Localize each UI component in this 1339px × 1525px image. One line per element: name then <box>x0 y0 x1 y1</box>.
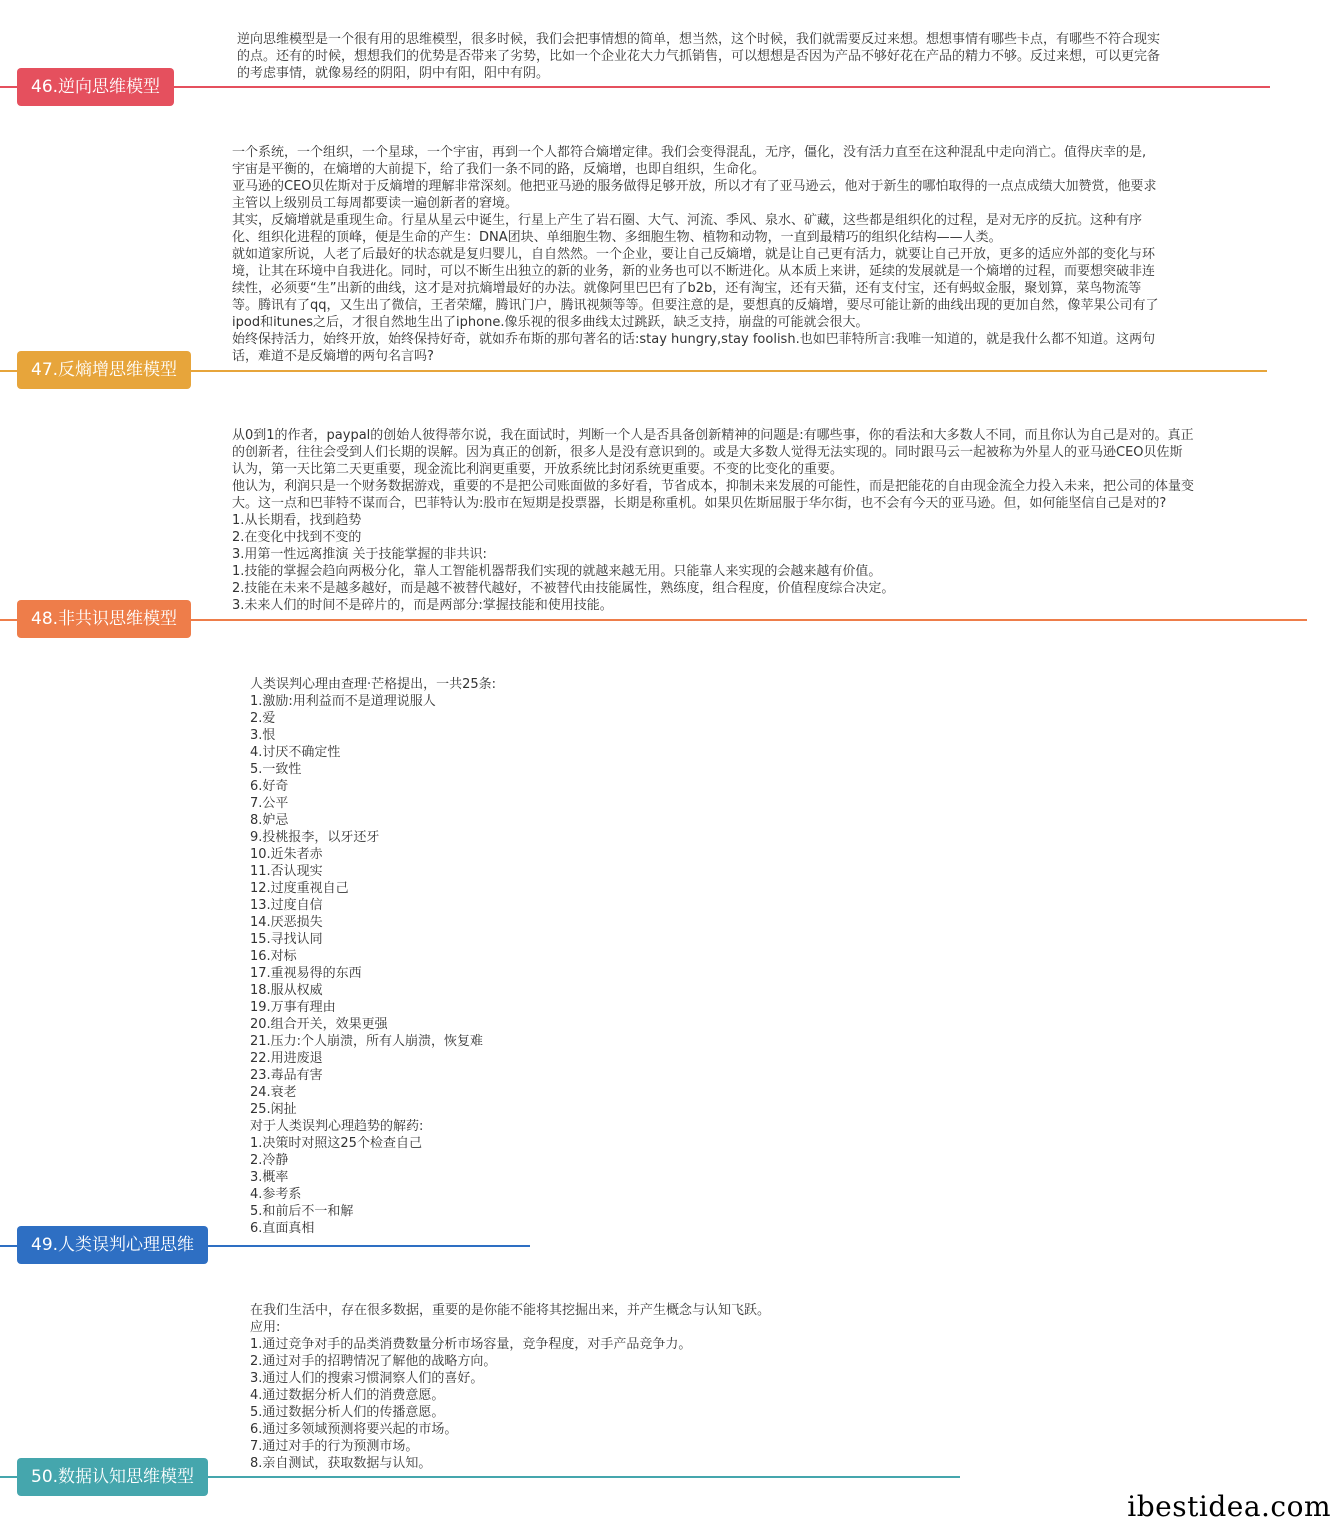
note-line: 2.技能在未来不是越多越好，而是越不被替代越好，不被替代由技能属性，熟练度，组合程度，价值程度综合决定。 <box>232 581 895 596</box>
note-line: 3.恨 <box>250 728 276 743</box>
branch-title-node[interactable]: 50.数据认知思维模型 <box>17 1458 208 1496</box>
branch-connector-line <box>0 619 1307 621</box>
note-line: 8.妒忌 <box>250 813 289 828</box>
note-line: 化、组织化进程的顶峰，便是生命的产生：DNA团块、单细胞生物、多细胞生物、植物和动物，一直到最精巧的组织化结构——人类。 <box>232 230 1002 245</box>
note-line: 6.直面真相 <box>250 1221 315 1236</box>
note-line: 3.未来人们的时间不是碎片的，而是两部分:掌握技能和使用技能。 <box>232 598 613 613</box>
note-line: 2.在变化中找到不变的 <box>232 530 362 545</box>
note-line: 12.过度重视自己 <box>250 881 349 896</box>
note-line: 在我们生活中，存在很多数据，重要的是你能不能将其挖掘出来，并产生概念与认知飞跃。 <box>250 1303 771 1318</box>
note-line: 续性，必须要“生”出新的曲线，这才是对抗熵增最好的办法。就像阿里巴巴有了b2b，还有淘宝，还有天猫，还有支付宝，还有蚂蚁金服，聚划算，菜鸟物流等 <box>232 281 1142 296</box>
note-line: 15.寻找认同 <box>250 932 323 947</box>
note-line: 5.和前后不一和解 <box>250 1204 354 1219</box>
branch-title-node[interactable]: 47.反熵增思维模型 <box>17 351 191 389</box>
note-line: 8.亲自测试，获取数据与认知。 <box>250 1456 432 1471</box>
note-line: 3.通过人们的搜索习惯洞察人们的喜好。 <box>250 1371 484 1386</box>
note-line: 话，难道不是反熵增的两句名言吗? <box>232 349 434 364</box>
note-line: 21.压力:个人崩溃，所有人崩溃，恢复难 <box>250 1034 484 1049</box>
note-line: 主管以上级别员工每周都要读一遍创新者的窘境。 <box>232 196 519 211</box>
note-line: 24.衰老 <box>250 1085 297 1100</box>
branch-note-text <box>250 676 496 1237</box>
note-line: 1.激励:用利益而不是道理说服人 <box>250 694 436 709</box>
note-line: 对于人类误判心理趋势的解药: <box>250 1119 424 1134</box>
note-line: 的考虑事情，就像易经的阴阳，阴中有阳，阳中有阴。 <box>237 66 550 81</box>
note-line: 16.对标 <box>250 949 297 964</box>
note-line: 6.好奇 <box>250 779 289 794</box>
note-line: 2.冷静 <box>250 1153 289 1168</box>
note-line: 7.公平 <box>250 796 289 811</box>
note-line: 10.近朱者赤 <box>250 847 323 862</box>
note-line: 人类误判心理由查理·芒格提出，一共25条: <box>250 677 497 692</box>
note-line: 应用: <box>250 1320 281 1335</box>
note-line: 宇宙是平衡的，在熵增的大前提下，给了我们一条不同的路，反熵增，也即自组织，生命化。 <box>232 162 766 177</box>
note-line: 等。腾讯有了qq，又生出了微信，王者荣耀，腾讯门户，腾讯视频等等。但要注意的是，要想真的反熵增，要尽可能让新的曲线出现的更加自然，像苹果公司有了 <box>232 298 1159 313</box>
note-line: 9.投桃报李，以牙还牙 <box>250 830 380 845</box>
note-line: 23.毒品有害 <box>250 1068 323 1083</box>
note-line: 4.通过数据分析人们的消费意愿。 <box>250 1388 445 1403</box>
note-line: 2.通过对手的招聘情况了解他的战略方向。 <box>250 1354 497 1369</box>
note-line: 3.用第一性远离推演 关于技能掌握的非共识: <box>232 547 487 562</box>
note-line: 1.决策时对照这25个检查自己 <box>250 1136 422 1151</box>
note-line: 4.参考系 <box>250 1187 302 1202</box>
note-line: 境，让其在环境中自我进化。同时，可以不断生出独立的新的业务，新的业务也可以不断进化。从本质上来讲，延续的发展就是一个熵增的过程，而要想突破非连 <box>232 264 1156 279</box>
note-line: 7.通过对手的行为预测市场。 <box>250 1439 419 1454</box>
branch-note-text <box>237 31 1160 82</box>
note-line: 一个系统，一个组织，一个星球，一个宇宙，再到一个人都符合熵增定律。我们会变得混乱，无序，僵化，没有活力直至在这种混乱中走向消亡。值得庆幸的是, <box>232 145 1147 160</box>
note-line: 的点。还有的时候，想想我们的优势是否带来了劣势，比如一个企业花大力气抓销售，可以想想是否因为产品不够好花在产品的精力不够。反过来想，可以更完备 <box>237 49 1161 64</box>
note-line: 22.用进废退 <box>250 1051 323 1066</box>
note-line: 13.过度自信 <box>250 898 323 913</box>
branch-note-text <box>232 144 1159 365</box>
branch-connector-line <box>0 86 1270 88</box>
note-line: 他认为，利润只是一个财务数据游戏，重要的不是把公司账面做的多好看，节省成本，抑制未来发展的可能性，而是把能花的自由现金流全力投入未来，把公司的体量变 <box>232 479 1195 494</box>
note-line: ipod和itunes之后，才很自然地生出了iphone.像乐视的很多曲线太过跳跃，缺乏支持，崩盘的可能就会很大。 <box>232 315 869 330</box>
note-line: 其实，反熵增就是重现生命。行星从星云中诞生，行星上产生了岩石圈、大气、河流、季风、泉水、矿藏，这些都是组织化的过程，是对无序的反抗。这种有序 <box>232 213 1143 228</box>
branch-title-node[interactable]: 46.逆向思维模型 <box>17 68 174 106</box>
note-line: 就如道家所说，人老了后最好的状态就是复归婴儿，自自然然。一个企业，要让自己反熵增，就是让自己更有活力，就要让自己开放，更多的适应外部的变化与环 <box>232 247 1156 262</box>
note-line: 1.从长期看，找到趋势 <box>232 513 362 528</box>
note-line: 亚马逊的CEO贝佐斯对于反熵增的理解非常深刻。他把亚马逊的服务做得足够开放，所以才有了亚马逊云，他对于新生的哪怕取得的一点点成绩大加赞赏，他要求 <box>232 179 1157 194</box>
note-line: 18.服从权威 <box>250 983 323 998</box>
note-line: 17.重视易得的东西 <box>250 966 362 981</box>
note-line: 4.讨厌不确定性 <box>250 745 341 760</box>
note-line: 1.通过竞争对手的品类消费数量分析市场容量，竞争程度，对手产品竞争力。 <box>250 1337 692 1352</box>
note-line: 大。这一点和巴菲特不谋而合，巴菲特认为:股市在短期是投票器，长期是称重机。如果贝佐斯屈服于华尔街，也不会有今天的亚马逊。但，如何能坚信自己是对的? <box>232 496 1167 511</box>
note-line: 逆向思维模型是一个很有用的思维模型，很多时候，我们会把事情想的简单，想当然，这个时候，我们就需要反过来想。想想事情有哪些卡点，有哪些不符合现实 <box>237 32 1161 47</box>
note-line: 认为，第一天比第二天更重要，现金流比利润更重要，开放系统比封闭系统更重要。不变的比变化的重要。 <box>232 462 844 477</box>
note-line: 从0到1的作者，paypal的创始人彼得蒂尔说，我在面试时，判断一个人是否具备创新精神的问题是:有哪些事，你的看法和大多数人不同，而且你认为自己是对的。真正 <box>232 428 1194 443</box>
branch-title-node[interactable]: 49.人类误判心理思维 <box>17 1226 208 1264</box>
note-line: 20.组合开关，效果更强 <box>250 1017 388 1032</box>
branch-title-node[interactable]: 48.非共识思维模型 <box>17 600 191 638</box>
note-line: 19.万事有理由 <box>250 1000 336 1015</box>
branch-note-text <box>232 427 1194 614</box>
note-line: 始终保持活力，始终开放，始终保持好奇，就如乔布斯的那句著名的话:stay hungry,stay foolish.也如巴菲特所言:我唯一知道的，就是我什么都不知道。这两句 <box>232 332 1156 347</box>
watermark: ibestidea.com <box>1127 1490 1331 1523</box>
note-line: 14.厌恶损失 <box>250 915 323 930</box>
note-line: 11.否认现实 <box>250 864 323 879</box>
note-line: 6.通过多领域预测将要兴起的市场。 <box>250 1422 458 1437</box>
note-line: 1.技能的掌握会趋向两极分化，靠人工智能机器帮我们实现的就越来越无用。只能靠人来实现的会越来越有价值。 <box>232 564 882 579</box>
note-line: 5.一致性 <box>250 762 302 777</box>
note-line: 的创新者，往往会受到人们长期的误解。因为真正的创新，很多人是没有意识到的。或是大多数人觉得无法实现的。同时跟马云一起被称为外星人的亚马逊CEO贝佐斯 <box>232 445 1183 460</box>
note-line: 25.闲扯 <box>250 1102 297 1117</box>
note-line: 2.爱 <box>250 711 276 726</box>
note-line: 3.概率 <box>250 1170 289 1185</box>
branch-note-text <box>250 1302 770 1472</box>
note-line: 5.通过数据分析人们的传播意愿。 <box>250 1405 445 1420</box>
